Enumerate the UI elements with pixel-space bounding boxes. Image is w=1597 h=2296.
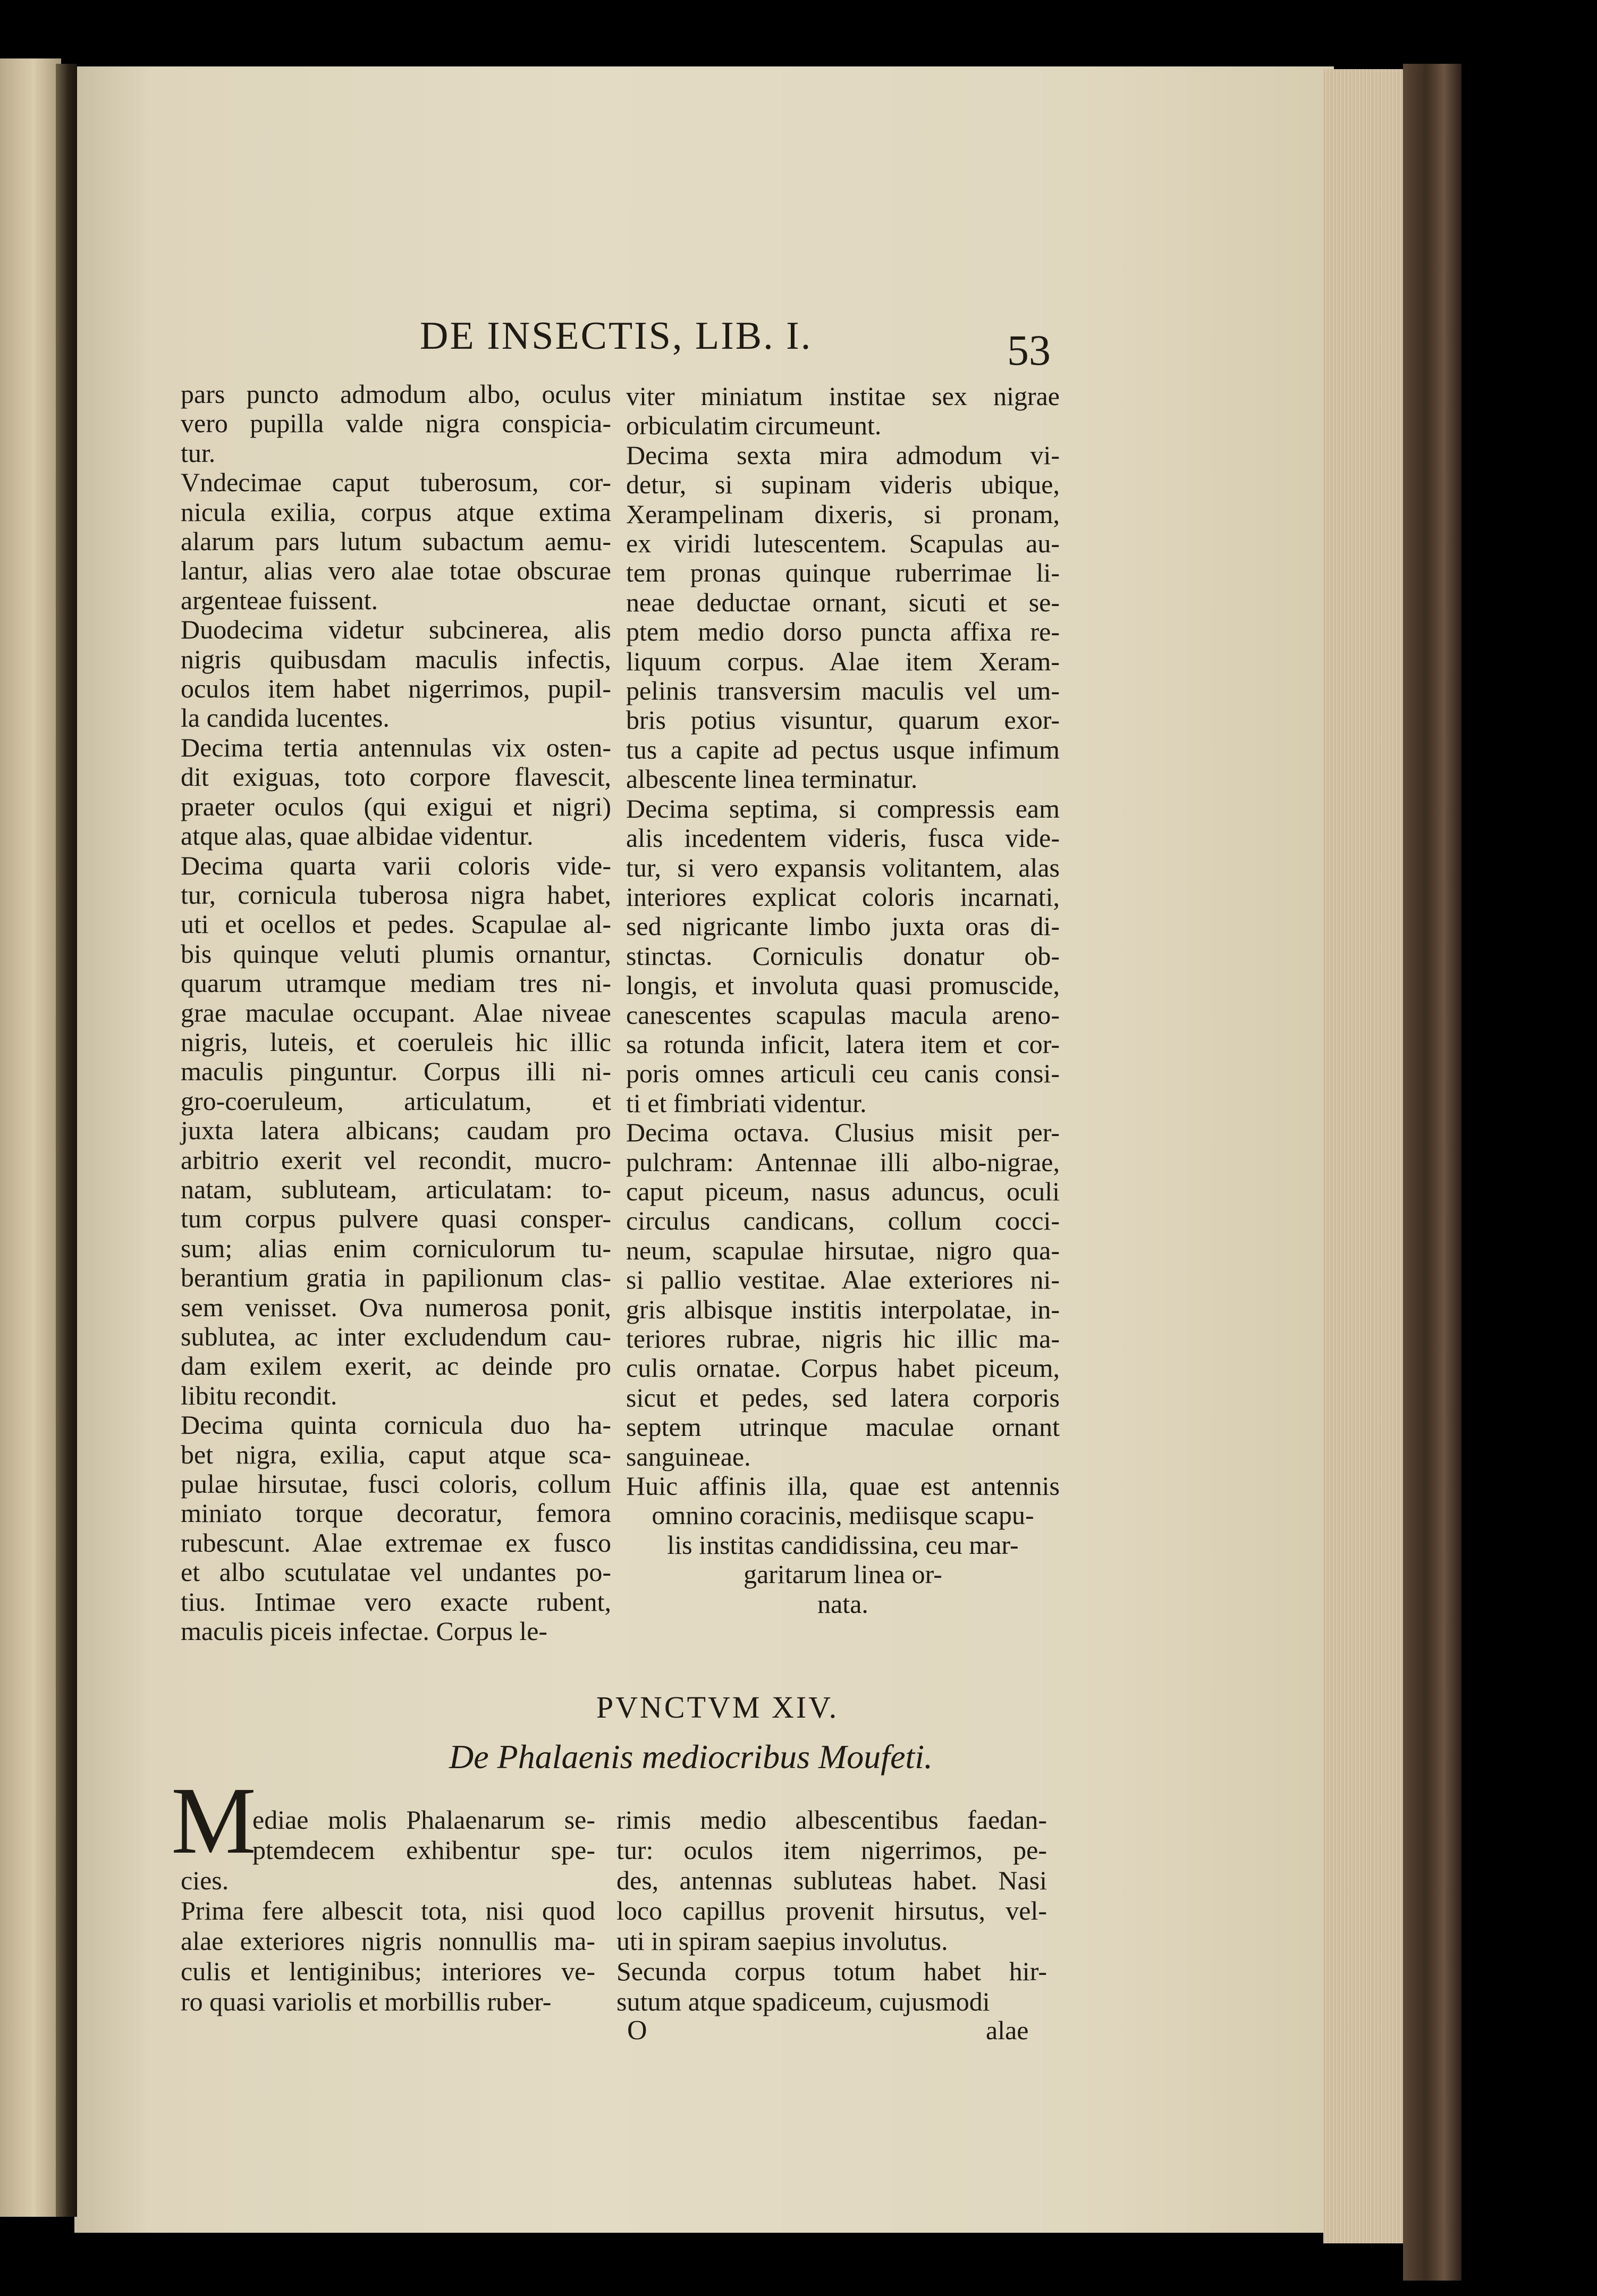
lower-right-column [616, 1805, 1047, 2017]
text-line: tur. [181, 438, 216, 468]
text-line: tur, si vero expansis volitantem, alas [626, 852, 1060, 882]
text-line: Xerampelinam dixeris, si pronam, [626, 499, 1060, 529]
text-line: miniato torque decoratur, femora [181, 1498, 611, 1528]
text-line: gro-coeruleum, articulatum, et [181, 1086, 611, 1116]
text-line: alae exteriores nigris nonnullis ma- [181, 1926, 595, 1956]
text-line: berantium gratia in papilionum clas- [181, 1263, 611, 1293]
text-line: Decima quarta varii coloris vide- [181, 850, 611, 880]
text-line: vero pupilla valde nigra conspicia- [181, 408, 611, 439]
text-line: sublutea, ac inter excludendum cau- [181, 1322, 611, 1351]
text-line: garitarum linea or- [743, 1559, 942, 1589]
text-line: lantur, alias vero alae totae obscurae [181, 556, 611, 586]
text-line: circulus candicans, collum cocci- [626, 1206, 1060, 1236]
text-line: maculis piceis infectae. Corpus le- [181, 1616, 548, 1646]
text-line: uti et ocellos et pedes. Scapulae al- [181, 909, 611, 939]
text-line: dit exiguas, toto corpore flavescit, [181, 762, 611, 792]
drop-cap: M [171, 1768, 257, 1873]
text-line: gris albisque institis interpolatae, in- [626, 1294, 1060, 1324]
text-line: Decima septima, si compressis eam [626, 793, 1060, 823]
text-line: ediae molis Phalaenarum se- [252, 1805, 595, 1835]
text-line: tius. Intimae vero exacte rubent, [181, 1586, 611, 1617]
text-line: tem pronas quinque ruberrimae li- [626, 558, 1060, 588]
text-line: tur: oculos item nigerrimos, pe- [616, 1835, 1047, 1865]
text-line: pulae hirsutae, fusci coloris, collum [181, 1469, 611, 1499]
text-line: maculis pinguntur. Corpus illi ni- [181, 1056, 611, 1087]
text-line: Decima tertia antennulas vix osten- [181, 732, 611, 762]
text-line: tus a capite ad pectus usque infimum [626, 734, 1060, 764]
text-line: la candida lucentes. [181, 703, 390, 733]
text-line: lis institas candidissina, ceu mar- [667, 1529, 1019, 1560]
text-line: sanguineae. [626, 1441, 751, 1471]
text-line: stinctas. Corniculis donatur ob- [626, 940, 1060, 971]
signature-mark: O [627, 2015, 647, 2046]
text-line: sicut et pedes, sed latera corporis [626, 1382, 1060, 1412]
text-line: tur, cornicula tuberosa nigra habet, [181, 879, 611, 910]
text-line: culis ornatae. Corpus habet piceum, [626, 1353, 1060, 1383]
left-column [181, 380, 611, 1646]
text-line: alarum pars lutum subactum aemu- [181, 526, 611, 557]
text-line: arbitrio exerit vel recondit, mucro- [181, 1145, 611, 1175]
text-line: septem utrinque maculae ornant [626, 1412, 1060, 1442]
text-line: Duodecima videtur subcinerea, alis [181, 615, 611, 645]
text-line: quarum utramque mediam tres ni- [181, 968, 611, 998]
text-line: libitu recondit. [181, 1380, 337, 1410]
text-line: rimis medio albescentibus faedan- [616, 1805, 1047, 1835]
text-line: pelinis transversim maculis vel um- [626, 676, 1060, 706]
text-line: ex viridi lutescentem. Scapulas au- [626, 528, 1060, 559]
text-line: bis quinque veluti plumis ornantur, [181, 938, 611, 969]
lower-left-column [181, 1805, 595, 2017]
text-line: atque alas, quae albidae videntur. [181, 821, 534, 851]
text-line: sem venisset. Ova numerosa ponit, [181, 1292, 611, 1322]
text-line: pulchram: Antennae illi albo-nigrae, [626, 1147, 1060, 1177]
text-line: teriores rubrae, nigris hic illic ma- [626, 1324, 1060, 1353]
text-line: Decima sexta mira admodum vi- [626, 440, 1060, 470]
gutter-shadow [56, 64, 77, 2217]
text-line: Prima fere albescit tota, nisi quod [181, 1896, 595, 1925]
section-subtitle: De Phalaenis mediocribus Moufeti. [449, 1738, 933, 1776]
text-line: poris omnes articuli ceu canis consi- [626, 1058, 1060, 1089]
catchword: alae [986, 2015, 1029, 2045]
text-line: loco capillus provenit hirsutus, vel- [616, 1896, 1047, 1925]
text-line: tum corpus pulvere quasi consper- [181, 1204, 611, 1234]
text-line: viter miniatum institae sex nigrae [626, 381, 1060, 411]
text-line: Secunda corpus totum habet hir- [616, 1956, 1047, 1986]
text-line: argenteae fuissent. [181, 585, 378, 615]
text-line: Decima quinta cornicula duo ha- [181, 1410, 611, 1440]
text-line: sed nigricante limbo juxta oras di- [626, 911, 1060, 941]
section-title: PVNCTVM XIV. [596, 1690, 839, 1725]
text-line: natam, subluteam, articulatam: to- [181, 1174, 611, 1204]
text-line: neum, scapulae hirsutae, nigro qua- [626, 1235, 1060, 1265]
text-line: si pallio vestitae. Alae exteriores ni- [626, 1265, 1060, 1295]
text-line: Huic affinis illa, quae est antennis [626, 1471, 1060, 1501]
text-line: detur, si supinam videris ubique, [626, 469, 1060, 500]
text-line: nigris, luteis, et coeruleis hic illic [181, 1027, 611, 1057]
text-line: uti in spiram saepius involutus. [616, 1926, 948, 1956]
text-line: rubescunt. Alae extremae ex fusco [181, 1527, 611, 1558]
text-line: albescente linea terminatur. [626, 764, 918, 794]
text-line: neae deductae ornant, sicuti et se- [626, 587, 1060, 617]
text-line: omnino coracinis, mediisque scapu- [652, 1500, 1034, 1530]
text-line: nigris quibusdam maculis infectis, [181, 644, 611, 674]
page-number: 53 [1007, 326, 1051, 374]
text-line: ro quasi variolis et morbillis ruber- [181, 1987, 552, 2016]
text-line: des, antennas subluteas habet. Nasi [616, 1865, 1047, 1895]
text-line: cies. [181, 1865, 229, 1895]
previous-page-edge [0, 58, 61, 2217]
right-column [626, 382, 1060, 1619]
text-line: sutum atque spadiceum, cujusmodi [616, 1987, 990, 2016]
text-line: nicula exilia, corpus atque extima [181, 497, 611, 527]
text-line: ptem medio dorso puncta affixa re- [626, 617, 1060, 647]
text-line: ti et fimbriati videntur. [626, 1088, 867, 1118]
text-line: longis, et involuta quasi promuscide, [626, 970, 1060, 1000]
text-line: culis et lentiginibus; interiores ve- [181, 1956, 595, 1986]
text-line: grae maculae occupant. Alae niveae [181, 997, 611, 1028]
running-title: DE INSECTIS, LIB. I. [420, 314, 813, 358]
text-line: sum; alias enim corniculorum tu- [181, 1233, 611, 1263]
text-line: interiores explicat coloris incarnati, [626, 881, 1060, 912]
text-line: juxta latera albicans; caudam pro [181, 1115, 611, 1146]
text-line: pars puncto admodum albo, oculus [181, 379, 611, 409]
text-line: ptemdecem exhibentur spe- [252, 1835, 595, 1865]
text-line: dam exilem exerit, ac deinde pro [181, 1351, 611, 1381]
text-line: et albo scutulatae vel undantes po- [181, 1557, 611, 1587]
text-line: Decima octava. Clusius misit per- [626, 1117, 1060, 1148]
text-line: bet nigra, exilia, caput atque sca- [181, 1439, 611, 1469]
leather-binding [1403, 64, 1461, 2281]
text-line: praeter oculos (qui exigui et nigri) [181, 791, 611, 821]
text-line: orbiculatim circumeunt. [626, 410, 882, 441]
text-line: caput piceum, nasus aduncus, oculi [626, 1176, 1060, 1206]
fore-edge-page-stack [1323, 69, 1408, 2243]
text-line: bris potius visuntur, quarum exor- [626, 705, 1060, 735]
text-line: alis incedentem videris, fusca vide- [626, 823, 1060, 853]
text-line: canescentes scapulas macula areno- [626, 999, 1060, 1030]
text-line: nata. [817, 1588, 868, 1619]
text-line: oculos item habet nigerrimos, pupil- [181, 674, 611, 704]
text-line: sa rotunda inficit, latera item et cor- [626, 1029, 1060, 1059]
text-line: liquum corpus. Alae item Xeram- [626, 646, 1060, 676]
text-line: Vndecimae caput tuberosum, cor- [181, 467, 611, 498]
